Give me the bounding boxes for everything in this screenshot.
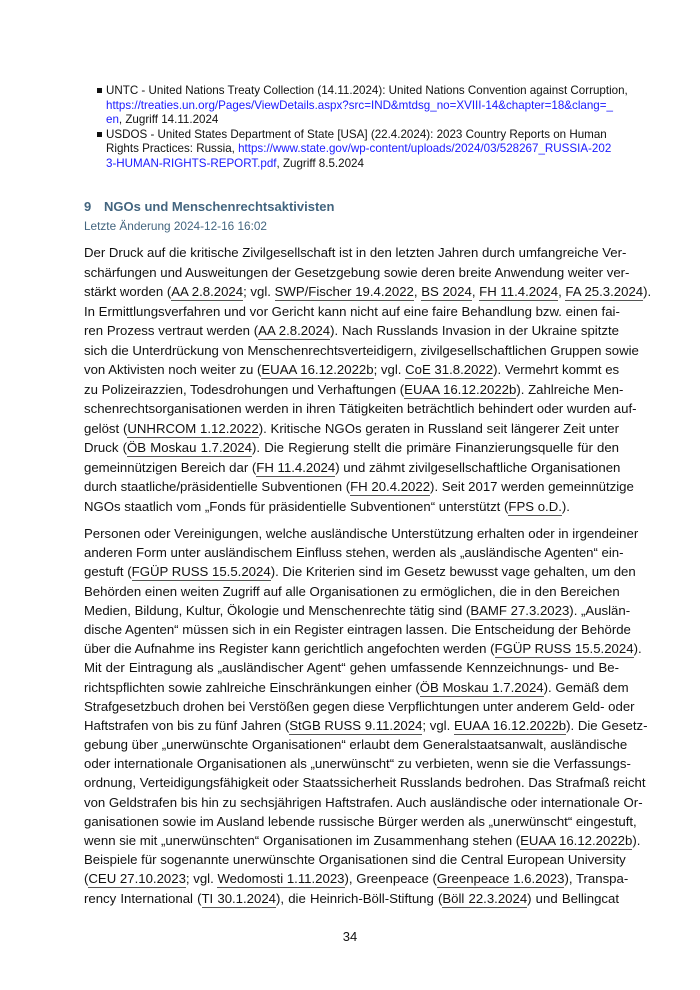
bullet-icon — [97, 88, 102, 93]
reference-line — [106, 84, 628, 99]
citation-link[interactable]: ÖB Moskau 1.7.2024 — [419, 679, 544, 695]
text: ( — [84, 871, 89, 887]
citation-link[interactable]: AA 2.8.2024 — [258, 323, 331, 338]
text: ). Die Regierung stellt die primäre Finanzierungsquelle für den — [251, 440, 620, 455]
text-line — [84, 754, 631, 773]
citation-link[interactable]: FH 11.4.2024 — [256, 459, 336, 475]
text: , — [558, 284, 566, 299]
text-line — [84, 477, 634, 497]
citation-link[interactable]: EUAA 16.12.2022b — [453, 717, 567, 733]
text: Druck ( — [84, 440, 128, 455]
citation-link[interactable]: FGÜP RUSS 15.5.2024 — [494, 641, 634, 657]
text: ; vgl. — [243, 284, 275, 299]
text: ), Transpa- — [564, 871, 629, 887]
section-heading — [84, 199, 334, 214]
text-line — [84, 341, 639, 361]
page-number: 34 — [342, 929, 358, 944]
text: , — [471, 284, 480, 299]
text: Haftstrafen von bis zu fünf Jahren ( — [84, 717, 290, 733]
url-link[interactable]: https://www.state.gov/wp-content/uploads/2024/03/528267_RUSSIA-202 — [238, 142, 612, 156]
citation-link[interactable]: TI 30.1.2024 — [201, 890, 277, 906]
url-link[interactable]: https://treaties.un.org/Pages/ViewDetails.aspx?src=IND&mtdsg_no=XVIII-14&chapter=18&clang=_ — [106, 98, 613, 112]
text: ). — [561, 498, 570, 514]
text: stärkt worden ( — [84, 284, 172, 299]
text-line — [84, 321, 619, 341]
text: Beispiele für sogenannte unerwünschte Organisationen sind die Central European University — [84, 852, 626, 868]
reference-item — [97, 128, 622, 172]
text-line — [84, 620, 631, 639]
citation-link[interactable]: SWP/Fischer 19.4.2022 — [274, 284, 414, 299]
citation-link[interactable]: FH 20.4.2022 — [350, 479, 431, 494]
text: NGOs staatlich vom „Fonds für präsidentielle Subventionen“ unterstützt ( — [84, 498, 509, 514]
text: ). Die Kriterien sind im Gesetz bewusst vage gehalten, um den — [270, 564, 636, 580]
citation-link[interactable]: FGÜP RUSS 15.5.2024 — [131, 564, 271, 580]
text: ). — [643, 284, 652, 299]
text: rency International ( — [84, 890, 202, 906]
text: schenrechtsorganisationen werden in ihren Tätigkeiten beträchtlich behindert oder wurden auf- — [84, 401, 637, 416]
text: Behörden einen weiten Zugriff auf alle Organisationen zu ermöglichen, die in den Bereichen — [84, 583, 620, 599]
text-line — [84, 497, 619, 517]
url-link[interactable]: en — [106, 113, 119, 127]
citation-link[interactable]: AA 2.8.2024 — [171, 284, 244, 299]
text: Medien, Bildung, Kultur, Ökologie und Menschenrechte tätig sind ( — [84, 602, 471, 618]
text: gebung über „unerwünschte Organisationen“ erlaubt dem Generalstaatsanwalt, ausländische — [84, 737, 628, 753]
text-line — [84, 419, 619, 439]
text-line — [84, 889, 619, 908]
text: ). Zahlreiche Men- — [516, 381, 624, 397]
url-link[interactable]: 3-HUMAN-RIGHTS-REPORT.pdf — [106, 156, 277, 170]
section-number: 9 — [84, 199, 92, 214]
text: ). Gemäß dem — [543, 679, 629, 695]
reference-item — [97, 84, 628, 128]
citation-link[interactable]: StGB RUSS 9.11.2024 — [289, 717, 423, 733]
text: ) und zähmt zivilgesellschaftliche Organisationen — [335, 459, 621, 475]
text-line — [84, 678, 629, 697]
citation-link[interactable]: Böll 22.3.2024 — [442, 890, 528, 906]
text-line — [84, 524, 639, 543]
last-changed: Letzte Änderung 2024-12-16 16:02 — [84, 219, 267, 233]
text: schärfungen und Ausweitungen der Gesetzgebung sowie deren breite Anwendung weiter ver- — [84, 264, 630, 280]
text: durch staatliche/präsidentielle Subventionen ( — [84, 479, 351, 494]
text: von Geldstrafen bis hin zu sechsjährigen Haftstrafen. Auch ausländische oder internationale Or- — [84, 794, 643, 810]
citation-link[interactable]: FH 11.4.2024 — [479, 284, 559, 299]
text-line — [84, 302, 619, 322]
text-line — [84, 458, 619, 478]
citation-link[interactable]: UNHRCOM 1.12.2022 — [127, 420, 259, 436]
text-line — [84, 243, 627, 263]
reference-line — [106, 142, 622, 157]
text: Personen oder Vereinigungen, welche ausländische Unterstützung erhalten oder in irgendeiner — [84, 526, 639, 541]
text: ), Greenpeace ( — [344, 871, 437, 887]
text: anderen Form unter ausländischem Einfluss stehen, werden als „ausländische Agenten“ ein- — [84, 545, 624, 561]
reference-line — [106, 128, 622, 143]
citation-link[interactable]: ÖB Moskau 1.7.2024 — [127, 440, 252, 455]
text: ). Seit 2017 werden gemeinnützige — [430, 479, 634, 494]
text: ), die Heinrich-Böll-Stiftung ( — [276, 890, 443, 906]
text-line — [84, 399, 637, 419]
text: ; vgl. — [185, 871, 218, 887]
citation-link[interactable]: BAMF 27.3.2023 — [470, 602, 570, 618]
text: gestuft ( — [84, 564, 132, 580]
text-line — [84, 438, 619, 458]
citation-link[interactable]: EUAA 16.12.2022b — [261, 362, 374, 377]
text: ) und Bellingcat — [527, 890, 619, 906]
text: gelöst ( — [84, 420, 128, 436]
text: Strafgesetzbuch drohen bei Verstößen gegen diese Verpflichtungen unter anderem Geld- oder — [84, 698, 635, 714]
text-line — [84, 850, 626, 869]
text: ; vgl. — [422, 717, 454, 733]
text: ordnung, Verteidigungsfähigkeit oder Staatssicherheit Russlands bedrohen. Das Strafmaß reicht — [84, 775, 646, 791]
text-line — [84, 639, 642, 658]
text-line — [84, 282, 652, 302]
paragraph — [84, 524, 648, 908]
text: ). — [633, 641, 642, 657]
citation-link[interactable]: EUAA 16.12.2022b — [404, 381, 517, 397]
reference-line — [106, 157, 622, 172]
citation-link[interactable]: FA 25.3.2024 — [565, 284, 644, 299]
text-line — [84, 562, 636, 581]
bullet-icon — [97, 132, 102, 137]
section-body — [84, 243, 652, 916]
text: über die Aufnahme ins Register kann gerichtlich angefochten werden ( — [84, 641, 495, 657]
text: ). — [632, 833, 641, 848]
text-line — [84, 716, 648, 735]
text: ). Nach Russlands Invasion in der Ukraine spitzte — [330, 323, 619, 338]
citation-link[interactable]: Greenpeace 1.6.2023 — [436, 871, 565, 887]
citation-link[interactable]: EUAA 16.12.2022b — [520, 833, 633, 848]
text-line — [84, 658, 619, 677]
text: von Aktivisten noch weiter zu ( — [84, 362, 262, 377]
citation-link[interactable]: Wedomosti 1.11.2023 — [217, 871, 345, 887]
text-line — [84, 831, 641, 850]
text-line — [84, 601, 631, 620]
citation-link[interactable]: BS 2024 — [421, 284, 472, 299]
text: Rights Practices: Russia, — [106, 142, 239, 156]
text-line — [84, 697, 635, 716]
text-line — [84, 263, 630, 283]
text: oder internationale Organisationen als „unerwünscht“ zu verbieten, wenn sie die Verfassungs- — [84, 756, 631, 772]
text-line — [84, 735, 628, 754]
text-line — [84, 793, 643, 812]
reference-line — [106, 113, 622, 128]
text-line — [84, 773, 646, 792]
text: wenn sie mit „unerwünschten“ Organisationen im Zusammenhang stehen ( — [84, 833, 521, 848]
text: dische Agenten“ müssen sich in ein Register eintragen lassen. Die Entscheidung der Behörde — [84, 621, 631, 637]
text: ). Kritische NGOs geraten in Russland seit längerer Zeit unter — [258, 420, 619, 436]
citation-link[interactable]: CEU 27.10.2023 — [88, 871, 186, 887]
text: , Zugriff 14.11.2024 — [118, 113, 219, 127]
text-line — [84, 812, 637, 831]
citation-link[interactable]: FPS o.D. — [508, 498, 562, 514]
text: Der Druck auf die kritische Zivilgesellschaft ist in den letzten Jahren durch umfangreiche Ver- — [84, 245, 627, 260]
text: ). Die Gesetz- — [566, 717, 648, 733]
section-title: NGOs und Menschenrechtsaktivisten — [104, 199, 335, 214]
text: sich die Unterdrückung von Menschenrechtsverteidigern, zivilgesellschaftlichen Gruppen sowie — [84, 342, 639, 358]
text: ). „Auslän- — [569, 602, 631, 618]
text: USDOS - United States Department of State [USA] (22.4.2024): 2023 Country Reports on Human — [106, 127, 607, 141]
text-line — [84, 582, 619, 601]
text: In Ermittlungsverfahren und vor Gericht kann nicht auf eine faire Behandlung bzw. einen fai- — [84, 303, 620, 319]
text: UNTC - United Nations Treaty Collection (14.11.2024): United Nations Convention against Corruption, — [106, 84, 628, 97]
reference-list — [97, 84, 628, 172]
text: , Zugriff 8.5.2024 — [276, 156, 364, 170]
text: zu Polizeirazzien, Todesdrohungen und Verhaftungen ( — [84, 381, 405, 397]
citation-link[interactable]: CoE 31.8.2022 — [405, 362, 494, 377]
text: richtspflichten sowie zahlreiche Einschränkungen einher ( — [84, 679, 420, 695]
text-line — [84, 543, 624, 562]
text: , — [413, 284, 422, 299]
text-line — [84, 869, 629, 888]
text: Mit der Eintragung als „ausländischer Agent“ gehen umfassende Kennzeichnungs- und Be- — [84, 660, 619, 676]
text: ren Prozess vertraut werden ( — [84, 323, 259, 338]
text-line — [84, 380, 624, 400]
text: ; vgl. — [373, 362, 406, 377]
text: ). Vermehrt kommt es — [493, 362, 620, 377]
paragraph — [84, 243, 652, 516]
text: gemeinnützigen Bereich dar ( — [84, 459, 257, 475]
text: ganisationen sowie im Ausland lebende russische Bürger werden als „unerwünscht“ eingestuft, — [84, 813, 637, 829]
reference-line — [106, 99, 622, 114]
text-line — [84, 360, 619, 380]
